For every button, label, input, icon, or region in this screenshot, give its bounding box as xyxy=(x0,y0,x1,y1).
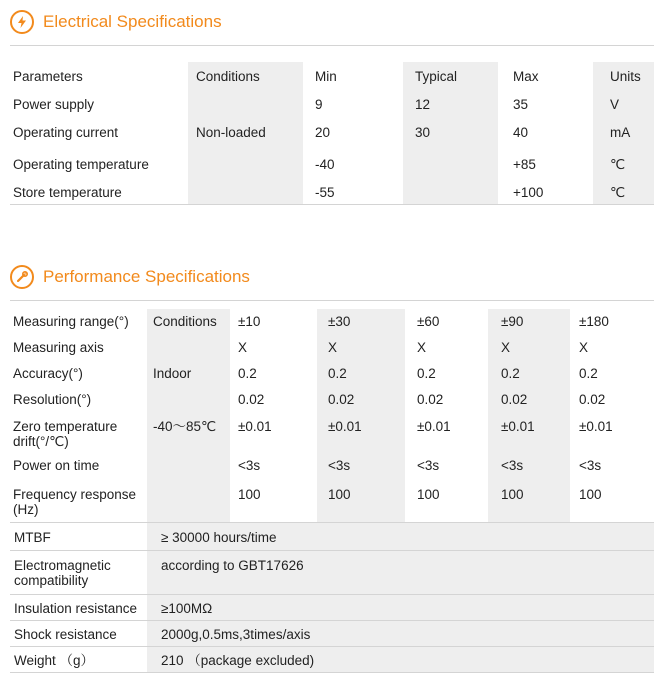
table-cell: <3s xyxy=(417,458,440,473)
performance-row-zero-temperature-drift xyxy=(10,413,654,451)
performance-row-measuring-axis xyxy=(10,335,654,361)
table-cell: 20 xyxy=(315,125,331,140)
table-cell: ±0.01 xyxy=(238,419,272,434)
performance-row-accuracy xyxy=(10,361,654,387)
header-cell: ±180 xyxy=(579,314,609,329)
table-cell: X xyxy=(579,340,589,355)
table-cell: Indoor xyxy=(147,361,230,387)
table-cell: 0.2 xyxy=(417,366,436,381)
table-cell: 0.2 xyxy=(579,366,598,381)
performance-divider xyxy=(10,300,654,301)
table-cell: Accuracy(°) xyxy=(13,366,83,381)
table-cell: ℃ xyxy=(593,148,654,178)
table-cell xyxy=(147,451,230,481)
table-cell xyxy=(188,148,303,178)
table-cell: V xyxy=(593,90,654,118)
table-cell: 100 xyxy=(417,487,440,502)
header-cell: Units xyxy=(593,62,654,90)
table-cell: mA xyxy=(593,118,654,148)
table-cell: ±0.01 xyxy=(488,413,570,451)
table-cell: Operating current xyxy=(13,125,119,140)
header-cell: ±60 xyxy=(417,314,440,329)
table-cell: Operating temperature xyxy=(13,157,149,172)
table-cell: 40 xyxy=(513,125,529,140)
table-cell: 35 xyxy=(513,97,529,112)
table-cell: 0.02 xyxy=(238,392,265,407)
table-cell xyxy=(147,387,230,413)
table-cell xyxy=(188,90,303,118)
electrical-row-operating-current xyxy=(10,118,654,148)
table-cell: ≥ 30000 hours/time xyxy=(147,523,654,551)
performance-row-insulation-resistance xyxy=(10,594,654,621)
table-cell: ±0.01 xyxy=(417,419,451,434)
electrical-header-row xyxy=(10,62,654,90)
performance-header-row xyxy=(10,309,654,335)
table-cell: ℃ xyxy=(593,178,654,204)
header-cell: Conditions xyxy=(188,62,303,90)
table-cell xyxy=(403,178,498,204)
performance-row-weight-g xyxy=(10,646,654,673)
performance-row-electromagnetic-compatibility xyxy=(10,550,654,595)
table-cell: ±0.01 xyxy=(579,419,613,434)
table-cell: Electromagnetic compatibility xyxy=(14,558,111,588)
table-cell: +100 xyxy=(513,185,544,200)
table-cell xyxy=(403,148,498,178)
header-cell: Conditions xyxy=(147,309,230,335)
electrical-row-operating-temperature xyxy=(10,148,654,178)
table-cell: 100 xyxy=(238,487,261,502)
table-cell: Zero temperature drift(°/℃) xyxy=(13,419,118,449)
table-cell: 0.2 xyxy=(317,361,405,387)
table-cell: Weight （g） xyxy=(14,653,95,668)
header-cell: Max xyxy=(513,69,539,84)
performance-section-title xyxy=(10,265,250,289)
table-cell: 210 （package excluded) xyxy=(147,647,654,672)
performance-row-frequency-response-hz xyxy=(10,481,654,522)
table-cell: ≥100MΩ xyxy=(147,595,654,621)
performance-title: Performance Specifications xyxy=(43,267,250,286)
header-cell: ±30 xyxy=(317,309,405,335)
table-cell: 0.2 xyxy=(238,366,257,381)
table-cell: Resolution(°) xyxy=(13,392,92,407)
table-cell xyxy=(147,335,230,361)
performance-row-resolution xyxy=(10,387,654,413)
electrical-section-title xyxy=(10,10,222,34)
table-cell: 100 xyxy=(488,481,570,522)
table-cell xyxy=(188,178,303,204)
electrical-title: Electrical Specifications xyxy=(43,12,222,31)
table-cell: X xyxy=(488,335,570,361)
electrical-divider xyxy=(10,45,654,46)
table-cell: -55 xyxy=(315,185,335,200)
electrical-row-power-supply xyxy=(10,90,654,118)
header-cell: Min xyxy=(315,69,337,84)
table-cell: X xyxy=(238,340,248,355)
table-cell: Power on time xyxy=(13,458,100,473)
table-cell: 12 xyxy=(403,90,498,118)
electrical-row-store-temperature xyxy=(10,178,654,205)
table-cell: Power supply xyxy=(13,97,95,112)
header-cell: ±10 xyxy=(238,314,261,329)
table-cell: -40～85℃ xyxy=(147,413,230,451)
header-cell: Parameters xyxy=(13,69,83,84)
table-cell: -40 xyxy=(315,157,335,172)
table-cell: X xyxy=(317,335,405,361)
table-cell: Insulation resistance xyxy=(14,601,138,616)
table-cell: 0.02 xyxy=(317,387,405,413)
table-cell: 100 xyxy=(317,481,405,522)
table-cell: Store temperature xyxy=(13,185,122,200)
table-cell: MTBF xyxy=(14,530,51,545)
performance-row-power-on-time xyxy=(10,451,654,481)
table-cell xyxy=(147,481,230,522)
table-cell: 2000g,0.5ms,3times/axis xyxy=(147,621,654,647)
table-cell: X xyxy=(417,340,427,355)
table-cell: according to GBT17626 xyxy=(147,551,654,595)
performance-row-shock-resistance xyxy=(10,620,654,647)
table-cell: 30 xyxy=(403,118,498,148)
table-cell: Measuring axis xyxy=(13,340,104,355)
header-cell: ±90 xyxy=(488,309,570,335)
table-cell: 0.2 xyxy=(488,361,570,387)
table-cell: Shock resistance xyxy=(14,627,117,642)
table-cell: 0.02 xyxy=(579,392,606,407)
table-cell: 9 xyxy=(315,97,323,112)
wrench-icon xyxy=(10,265,34,289)
table-cell: 100 xyxy=(579,487,602,502)
header-cell: Measuring range(°) xyxy=(13,314,129,329)
table-cell: <3s xyxy=(317,451,405,481)
header-cell: Typical xyxy=(403,62,498,90)
performance-row-mtbf xyxy=(10,522,654,551)
table-cell: +85 xyxy=(513,157,536,172)
table-cell: 0.02 xyxy=(488,387,570,413)
table-cell: Frequency response (Hz) xyxy=(13,487,137,517)
table-cell: <3s xyxy=(579,458,602,473)
table-cell: <3s xyxy=(488,451,570,481)
table-cell: <3s xyxy=(238,458,261,473)
table-cell: 0.02 xyxy=(417,392,444,407)
table-cell: ±0.01 xyxy=(317,413,405,451)
lightning-icon xyxy=(10,10,34,34)
table-cell: Non-loaded xyxy=(188,118,303,148)
